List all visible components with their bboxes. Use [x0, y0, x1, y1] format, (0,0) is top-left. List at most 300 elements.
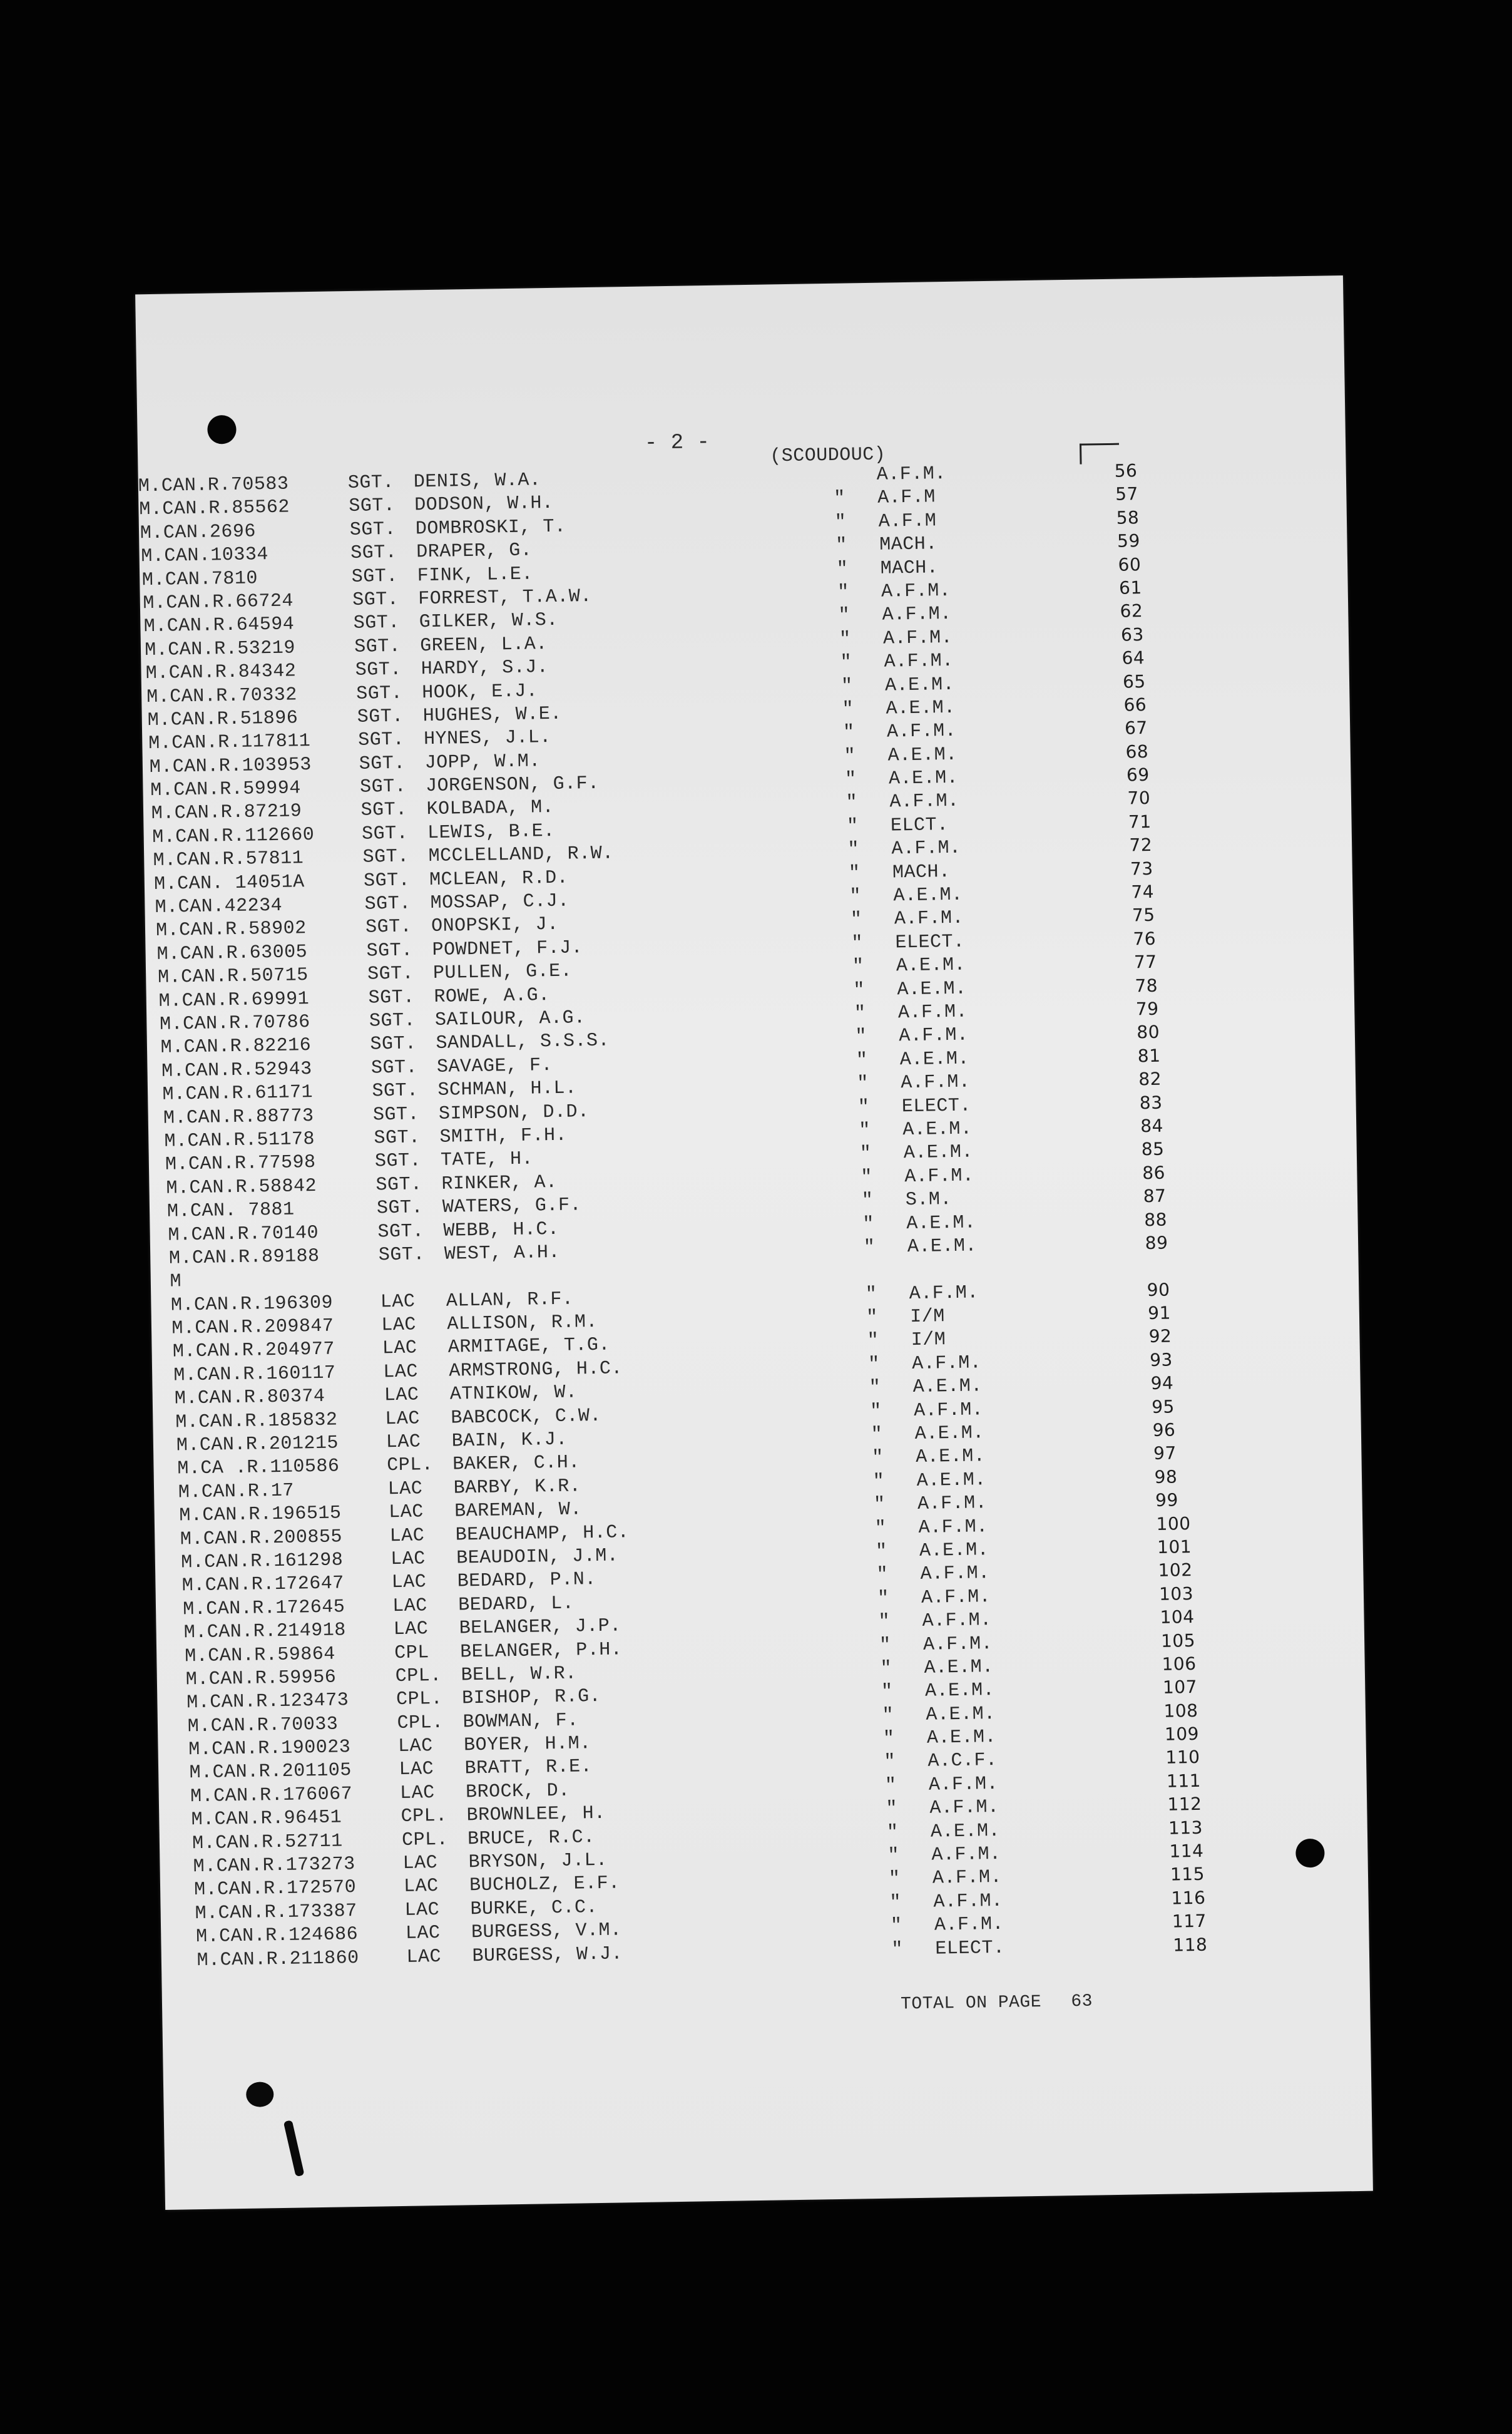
- rank: CPL.: [397, 1712, 444, 1734]
- base-ditto: ": [865, 1283, 877, 1305]
- service-number: M.CAN.R.190023: [188, 1737, 351, 1761]
- base-ditto: ": [859, 1119, 871, 1142]
- sequence-number: 76: [1133, 928, 1157, 950]
- rank: LAC: [399, 1782, 435, 1804]
- trade: A.F.M.: [876, 463, 947, 486]
- rank: SGT.: [352, 588, 399, 611]
- service-number: M.CAN.R.51896: [147, 707, 299, 732]
- member-name: ARMSTRONG, H.C.: [449, 1358, 623, 1382]
- sequence-number: 67: [1124, 717, 1148, 739]
- sequence-number: 79: [1135, 998, 1159, 1020]
- service-number: M.CAN.R.196515: [179, 1502, 342, 1527]
- sequence-number: 60: [1118, 553, 1142, 575]
- rank: LAC: [391, 1548, 426, 1571]
- service-number: M.CAN.R.176067: [190, 1784, 353, 1808]
- service-number: M.CAN.R.124686: [195, 1924, 359, 1948]
- member-name: BAIN, K.J.: [451, 1429, 568, 1452]
- base-ditto: ": [869, 1377, 881, 1399]
- trade: A.E.M.: [902, 1118, 973, 1141]
- rank: CPL.: [395, 1665, 442, 1688]
- trade: A.F.M.: [922, 1633, 993, 1656]
- ink-blot: [246, 2082, 274, 2107]
- trade: A.E.M.: [906, 1211, 976, 1235]
- service-number: M.CAN.R.70583: [138, 473, 289, 498]
- sequence-number: 78: [1135, 975, 1158, 996]
- rank: SGT.: [355, 682, 403, 705]
- service-number: M.CAN.R.66724: [143, 590, 294, 615]
- punch-hole: [207, 415, 237, 444]
- member-name: BROWNLEE, H.: [466, 1803, 606, 1827]
- rank: LAC: [406, 1946, 442, 1968]
- base-ditto: ": [880, 1658, 892, 1680]
- service-number: M.CAN.R.82216: [160, 1035, 312, 1059]
- rank: LAC: [384, 1384, 419, 1407]
- trade: S.M.: [905, 1189, 953, 1211]
- sequence-number: 64: [1121, 647, 1145, 669]
- member-name: DODSON, W.H.: [414, 493, 554, 516]
- sequence-number: 104: [1160, 1606, 1195, 1628]
- trade: A.E.M.: [887, 744, 958, 767]
- rank: LAC: [392, 1595, 428, 1617]
- rank: SGT.: [367, 963, 414, 985]
- sequence-number: 102: [1158, 1559, 1193, 1581]
- member-name: BOYER, H.M.: [463, 1733, 591, 1757]
- member-name: WEBB, H.C.: [443, 1218, 559, 1242]
- sequence-number: 84: [1140, 1115, 1164, 1137]
- service-number: M.CAN.R.172570: [193, 1877, 357, 1901]
- member-name: BARBY, K.R.: [453, 1476, 581, 1499]
- service-number: M.CAN.R.59956: [185, 1666, 337, 1691]
- rank: SGT.: [369, 1010, 416, 1032]
- member-name: PULLEN, G.E.: [432, 960, 573, 985]
- base-ditto: ": [833, 488, 846, 510]
- base-ditto: ": [835, 535, 848, 557]
- service-number: M.CAN.R.211860: [197, 1947, 359, 1971]
- trade: A.F.M.: [891, 837, 961, 860]
- trade: A.E.M.: [897, 978, 967, 1000]
- service-number: M.CAN.R.50715: [157, 965, 309, 989]
- member-name: BEAUDOIN, J.M.: [456, 1545, 619, 1569]
- trade: A.F.M.: [921, 1586, 991, 1609]
- member-name: BOWMAN, F.: [462, 1710, 579, 1733]
- page-total: [901, 1992, 1093, 2015]
- trade: A.F.M.: [909, 1282, 979, 1305]
- sequence-number: 56: [1114, 460, 1138, 481]
- sequence-number: 72: [1129, 834, 1153, 856]
- sequence-number: 87: [1143, 1185, 1167, 1207]
- trade: A.E.M.: [884, 674, 955, 697]
- service-number: M.CAN.R.185832: [175, 1409, 338, 1434]
- base-ditto: ": [867, 1330, 879, 1352]
- trade: A.F.M.: [884, 650, 954, 673]
- service-number: M.CAN.R.172645: [183, 1596, 345, 1621]
- trade: MACH.: [892, 861, 951, 884]
- base-ditto: ": [866, 1307, 879, 1329]
- service-number: M.CAN.R.80374: [174, 1386, 325, 1410]
- service-number: M.CAN.R.112660: [151, 824, 315, 848]
- sequence-number: 89: [1145, 1232, 1168, 1254]
- trade: ELCT.: [890, 814, 949, 837]
- sequence-number: 69: [1126, 764, 1150, 786]
- trade: A.F.M: [878, 510, 937, 533]
- rank: SGT.: [354, 635, 401, 658]
- rank: SGT.: [351, 565, 399, 588]
- member-name: BURGESS, W.J.: [472, 1943, 623, 1967]
- rank: LAC: [393, 1618, 429, 1641]
- base-ditto: ": [861, 1166, 873, 1189]
- service-number: M.CAN.R.64594: [143, 614, 295, 638]
- member-name: BELL, W.R.: [461, 1663, 577, 1687]
- rank: LAC: [387, 1478, 423, 1501]
- trade: A.F.M.: [894, 908, 964, 930]
- base-ditto: ": [871, 1447, 884, 1469]
- service-number: M.CAN.R.58902: [155, 918, 307, 942]
- sequence-number: 94: [1150, 1372, 1174, 1394]
- member-name: WATERS, G.F.: [442, 1194, 582, 1218]
- trade: ELECT.: [895, 931, 965, 954]
- sequence-number: 62: [1120, 600, 1143, 622]
- service-number: M.CAN.R.173387: [195, 1900, 357, 1924]
- sequence-number: 80: [1137, 1022, 1160, 1043]
- trade: A.F.M.: [886, 721, 957, 743]
- service-number: M.CAN.R.89188: [168, 1245, 320, 1270]
- trade: A.E.M.: [915, 1446, 986, 1469]
- sequence-number: 116: [1171, 1887, 1206, 1909]
- base-ditto: ": [840, 652, 852, 674]
- sequence-number: 93: [1149, 1349, 1173, 1370]
- rank: SGT.: [368, 987, 415, 1009]
- sequence-number: 57: [1115, 483, 1139, 505]
- service-number: M.CAN.R.201105: [189, 1760, 352, 1784]
- sequence-number: 85: [1141, 1139, 1165, 1160]
- rank: SGT.: [364, 893, 411, 915]
- rank: LAC: [385, 1408, 421, 1430]
- member-name: HOOK, E.J.: [421, 680, 538, 704]
- rank: LAC: [381, 1314, 417, 1337]
- rank: LAC: [404, 1899, 440, 1921]
- sequence-number: 105: [1160, 1630, 1196, 1651]
- base-ditto: ": [842, 722, 855, 744]
- rank: CPL.: [401, 1805, 447, 1828]
- member-name: ROWE, A.G.: [434, 984, 550, 1008]
- base-ditto: ": [862, 1213, 875, 1235]
- rank: SGT.: [365, 916, 412, 939]
- member-name: SIMPSON, D.D.: [438, 1101, 590, 1125]
- member-name: HUGHES, W.E.: [422, 703, 563, 727]
- base-ditto: ": [882, 1728, 895, 1750]
- rank: SGT.: [374, 1127, 421, 1149]
- trade: A.E.M.: [903, 1141, 974, 1164]
- rank: LAC: [405, 1923, 441, 1945]
- base-ditto: ": [879, 1635, 891, 1656]
- service-number: M.CAN.R.58842: [166, 1175, 317, 1199]
- sequence-number: 109: [1164, 1723, 1200, 1745]
- sequence-number: 103: [1158, 1583, 1194, 1605]
- service-number: M.CAN. 14051A: [153, 871, 305, 895]
- sequence-number: 97: [1153, 1442, 1177, 1464]
- member-name: BELANGER, P.H.: [459, 1638, 623, 1663]
- sequence-number: 82: [1138, 1068, 1162, 1090]
- rank: SGT.: [374, 1150, 422, 1173]
- member-name: WEST, A.H.: [444, 1241, 561, 1265]
- member-name: ARMITAGE, T.G.: [447, 1335, 611, 1359]
- service-number: M.CAN.R.209847: [171, 1315, 334, 1340]
- base-ditto: ": [853, 979, 866, 1002]
- member-name: BRUCE, R.C.: [467, 1826, 595, 1850]
- trade: A.F.M.: [932, 1867, 1003, 1890]
- trade: A.E.M.: [886, 697, 956, 720]
- base-ditto: ": [876, 1564, 889, 1586]
- rank: LAC: [386, 1431, 421, 1454]
- sequence-number: 90: [1147, 1279, 1170, 1300]
- base-ditto: ": [846, 816, 859, 838]
- member-name: BRYSON, J.L.: [468, 1849, 608, 1874]
- sequence-number: 58: [1116, 506, 1140, 528]
- service-number: M.CAN.R.59994: [150, 778, 302, 802]
- member-name: BUCHOLZ, E.F.: [469, 1872, 620, 1897]
- member-name: BAREMAN, W.: [454, 1499, 583, 1523]
- sequence-number: 68: [1125, 741, 1149, 763]
- member-name: MCLEAN, R.D.: [429, 867, 569, 891]
- trade: A.E.M.: [924, 1680, 995, 1703]
- sequence-number: 108: [1163, 1700, 1198, 1722]
- service-number: M.CAN.42234: [155, 895, 283, 919]
- member-name: DOMBROSKI, T.: [415, 516, 566, 540]
- sequence-number: 111: [1166, 1770, 1202, 1792]
- rank: SGT.: [349, 518, 397, 541]
- base-ditto: ": [857, 1096, 870, 1118]
- base-ditto: ": [872, 1471, 885, 1492]
- rank: CPL: [394, 1641, 430, 1664]
- rank: LAC: [383, 1361, 419, 1384]
- sequence-number: 113: [1168, 1817, 1203, 1839]
- rank: LAC: [389, 1524, 425, 1547]
- base-ditto: ": [839, 629, 851, 650]
- base-ditto: ": [873, 1494, 886, 1516]
- member-name: POWDNET, F.J.: [432, 937, 583, 961]
- sequence-number: 118: [1173, 1934, 1208, 1956]
- service-number: M.CAN.R.123473: [186, 1690, 349, 1714]
- trade: A.F.M.: [881, 580, 951, 603]
- trade: A.E.M.: [926, 1703, 996, 1726]
- member-name: RINKER, A.: [441, 1171, 558, 1195]
- member-name: BEDARD, P.N.: [457, 1569, 597, 1593]
- base-ditto: ": [861, 1190, 874, 1212]
- service-number: M.CAN.R.63005: [156, 941, 308, 965]
- rank: SGT.: [376, 1197, 424, 1220]
- sequence-number: 95: [1151, 1396, 1175, 1417]
- trade: A.F.M.: [933, 1890, 1003, 1913]
- base-ditto: ": [837, 582, 849, 603]
- trade: I/M: [910, 1306, 946, 1328]
- trade: ELECT.: [901, 1095, 972, 1117]
- member-name: BRATT, R.E.: [464, 1756, 593, 1780]
- member-name: BURGESS, V.M.: [471, 1919, 622, 1944]
- service-number: M.CAN.R.70332: [146, 684, 298, 708]
- service-number: M.CAN.R.61171: [162, 1082, 314, 1106]
- rank: LAC: [402, 1852, 438, 1874]
- service-number: M.CAN.R.77598: [165, 1152, 316, 1176]
- trade: A.F.M.: [918, 1516, 988, 1539]
- rank: SGT.: [363, 870, 411, 892]
- member-name: DENIS, W.A.: [413, 470, 541, 493]
- base-ditto: ": [836, 558, 849, 580]
- trade: A.F.M: [877, 486, 936, 510]
- member-name: SANDALL, S.S.S.: [436, 1030, 610, 1055]
- trade: A.E.M.: [919, 1539, 989, 1562]
- base-ditto: ": [888, 1868, 901, 1891]
- total-value: 63: [1071, 1991, 1093, 2012]
- rank: SGT.: [349, 495, 396, 518]
- service-number: M.CAN.7810: [141, 567, 258, 591]
- base-ditto: ": [857, 1073, 869, 1095]
- rank: SGT.: [370, 1033, 417, 1055]
- base-ditto: ": [847, 839, 860, 861]
- member-name: MOSSAP, C.J.: [430, 890, 570, 915]
- rank: SGT.: [370, 1057, 418, 1079]
- service-number: M.CA .R.110586: [177, 1456, 340, 1480]
- member-name: MCCLELLAND, R.W.: [428, 843, 614, 868]
- rank: LAC: [397, 1735, 433, 1758]
- base-ditto: ": [851, 933, 864, 955]
- service-number: M.CAN.R.161298: [181, 1549, 344, 1574]
- service-number: M.CAN.R.59864: [185, 1643, 336, 1667]
- trade: A.F.M.: [882, 603, 952, 627]
- trade: A.F.M.: [901, 1071, 971, 1094]
- rank: SGT.: [378, 1244, 426, 1266]
- trade: A.F.M.: [899, 1024, 969, 1047]
- member-name: DRAPER, G.: [416, 540, 533, 563]
- base-ditto: ": [884, 1752, 896, 1774]
- service-number: M.CAN.R.70786: [159, 1012, 310, 1035]
- base-ditto: ": [844, 746, 856, 768]
- trade: A.E.M.: [893, 884, 963, 907]
- service-number: M.CAN.2696: [140, 521, 257, 545]
- base-ditto: ": [882, 1705, 894, 1727]
- sequence-number: 83: [1139, 1092, 1163, 1113]
- base-ditto: ": [886, 1798, 898, 1820]
- member-name: BEDARD, L.: [457, 1593, 575, 1616]
- sequence-number: 61: [1118, 577, 1143, 598]
- sequence-number: 92: [1148, 1325, 1172, 1347]
- base-ditto: ": [868, 1353, 881, 1376]
- sequence-number: 71: [1128, 811, 1152, 833]
- rank: SGT.: [366, 940, 413, 962]
- rank: SGT.: [359, 776, 407, 798]
- sequence-number: 96: [1152, 1419, 1176, 1441]
- trade: A.E.M.: [896, 954, 966, 977]
- member-name: SAILOUR, A.G.: [434, 1007, 586, 1031]
- sequence-number: 77: [1133, 952, 1157, 973]
- member-name: BAKER, C.H.: [452, 1452, 581, 1476]
- total-label: TOTAL ON PAGE: [900, 1992, 1042, 2015]
- rank: SGT.: [372, 1103, 420, 1126]
- member-name: JOPP, W.M.: [424, 750, 541, 774]
- sequence-number: 91: [1147, 1302, 1172, 1324]
- service-number: M.CAN.R.57811: [153, 848, 304, 872]
- service-number: M.CAN.R.173273: [193, 1854, 355, 1878]
- base-ditto: ": [869, 1400, 882, 1422]
- sequence-number: 112: [1167, 1794, 1202, 1815]
- trade: A.E.M.: [916, 1469, 986, 1492]
- base-ditto: ": [884, 1775, 897, 1797]
- base-ditto: ": [834, 511, 847, 533]
- base-ditto: ": [881, 1681, 893, 1703]
- member-name: BELANGER, J.P.: [459, 1615, 622, 1640]
- base-ditto: ": [871, 1424, 883, 1446]
- sequence-number: 101: [1157, 1536, 1192, 1558]
- member-name: ALLISON, R.M.: [447, 1312, 598, 1335]
- base-ditto: ": [854, 1003, 866, 1025]
- sequence-number: 88: [1144, 1209, 1168, 1230]
- sequence-number: 75: [1131, 905, 1155, 926]
- trade: A.F.M.: [897, 1001, 968, 1024]
- sequence-number: 81: [1137, 1045, 1161, 1067]
- sequence-number: 107: [1162, 1677, 1198, 1698]
- base-ditto: ": [887, 1845, 900, 1867]
- service-number: M.CAN.10334: [141, 544, 269, 568]
- rank: SGT.: [375, 1174, 422, 1196]
- member-name: HYNES, J.L.: [423, 727, 551, 751]
- trade: A.E.M.: [926, 1727, 997, 1749]
- base-ditto: ": [878, 1611, 891, 1633]
- sequence-number: 73: [1130, 858, 1153, 880]
- service-number: M.CAN.R.52943: [161, 1058, 312, 1082]
- trade: MACH.: [880, 557, 939, 580]
- base-ditto: ": [877, 1588, 889, 1610]
- trade: A.F.M.: [920, 1563, 990, 1586]
- member-name: FINK, L.E.: [417, 563, 534, 587]
- base-ditto: ": [856, 1049, 868, 1072]
- rank: LAC: [399, 1759, 434, 1781]
- service-number: M.CAN. 7881: [166, 1199, 295, 1223]
- service-number: M.CAN.R.196309: [170, 1292, 334, 1317]
- base-ditto: ": [852, 956, 864, 978]
- rank: LAC: [403, 1876, 439, 1898]
- sequence-number: 65: [1122, 670, 1146, 692]
- service-number: M.CAN.R.160117: [173, 1362, 336, 1387]
- base-ditto: ": [863, 1236, 876, 1259]
- member-name: SMITH, F.H.: [439, 1124, 568, 1148]
- member-name: LEWIS, B.E.: [427, 820, 555, 844]
- rank: SGT.: [353, 612, 401, 635]
- member-name: FORREST, T.A.W.: [418, 585, 593, 610]
- base-ditto: ": [838, 605, 850, 627]
- service-number: M.CAN.R.200855: [180, 1526, 343, 1551]
- rank: SGT.: [362, 846, 409, 868]
- service-number: M.CAN.R.53219: [145, 637, 296, 661]
- service-number: M.CAN.R.117811: [148, 731, 311, 755]
- base-ditto: ": [845, 792, 858, 814]
- rank: CPL.: [387, 1454, 434, 1477]
- trade: A.E.M.: [924, 1656, 994, 1679]
- base-ditto: ": [874, 1517, 887, 1539]
- service-number: M.CAN.R.172647: [181, 1573, 345, 1597]
- service-number: M.CAN.R.70140: [168, 1222, 319, 1246]
- trade: A.E.M.: [888, 767, 959, 790]
- trade: A.F.M.: [934, 1914, 1004, 1936]
- service-number: M.CAN.R.88773: [163, 1105, 314, 1129]
- member-name: BROCK, D.: [465, 1780, 570, 1804]
- base-ditto: ": [844, 769, 857, 791]
- sequence-number: 86: [1142, 1162, 1166, 1183]
- trade: A.E.M.: [907, 1235, 978, 1258]
- member-name: TATE, H.: [440, 1148, 534, 1172]
- service-number: M.CAN.R.87219: [151, 801, 302, 825]
- sequence-number: 115: [1170, 1864, 1205, 1886]
- rank: SGT.: [357, 706, 404, 728]
- service-number: M.CAN.R.52711: [192, 1831, 343, 1854]
